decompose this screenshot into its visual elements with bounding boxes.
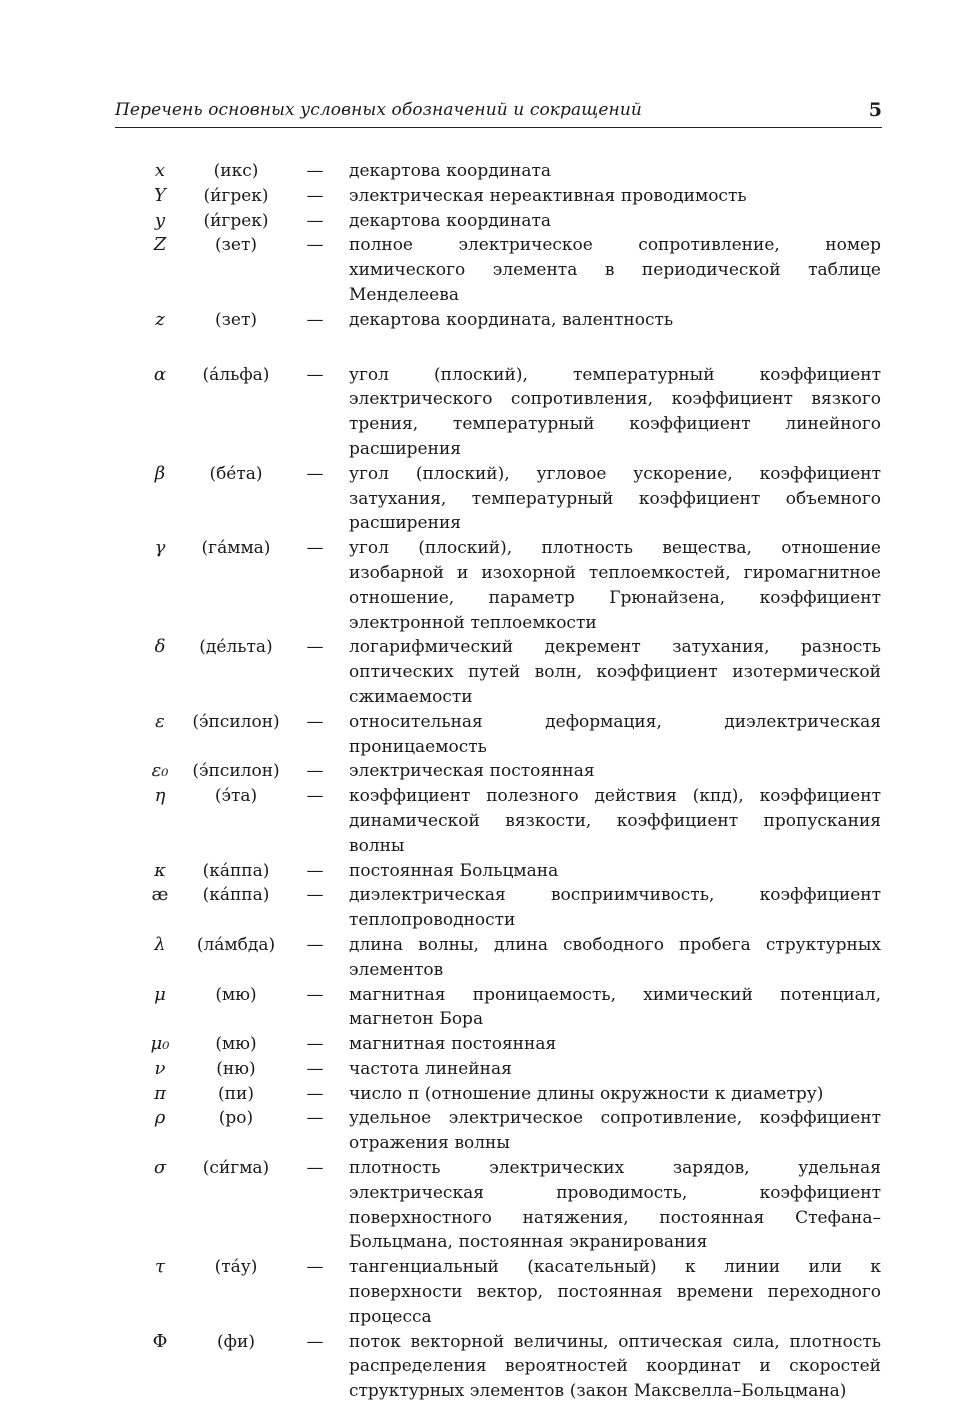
- symbol-name: (ню): [216, 1058, 256, 1079]
- symbol-description: длина волны, длина свободного пробега структурных элементов: [349, 934, 881, 980]
- list-item: [0, 1106, 976, 1156]
- symbol-description: коэффициент полезного действия (кпд), коэффициент динамической вязкости, коэффициент пропускания волны: [349, 786, 881, 856]
- symbol-name: (си́гма): [202, 1158, 270, 1179]
- em-dash: —: [306, 161, 324, 181]
- notation-symbol: z: [155, 308, 165, 330]
- em-dash: —: [306, 786, 324, 807]
- symbol-name: (га́мма): [201, 538, 271, 559]
- symbol-description: угол (плоский), плотность вещества, отношение изобарной и изохорной теплоемкостей, гиромагнитное отношение, параметр Грюнайзена, коэффициент электронной теплоемкости: [349, 538, 881, 633]
- notation-symbol: κ: [154, 859, 166, 881]
- symbol-name: (ка́ппа): [202, 860, 270, 881]
- symbol-name: (пи): [218, 1083, 254, 1104]
- list-item: [0, 462, 976, 536]
- em-dash: —: [306, 1331, 324, 1352]
- symbol-name: (бе́та): [209, 463, 263, 484]
- em-dash: —: [306, 538, 324, 559]
- symbol-name: (ка́ппа): [202, 885, 270, 906]
- em-dash: —: [306, 235, 324, 256]
- list-item: [0, 1255, 976, 1329]
- em-dash: —: [306, 1058, 324, 1079]
- symbol-name: (и́грек): [203, 185, 269, 206]
- symbol-name: (зет): [214, 235, 257, 256]
- symbol-description: число π (отношение длины окружности к диаметру): [349, 1083, 824, 1104]
- notation-symbol: ε₀: [151, 760, 169, 782]
- notation-symbol: Φ: [152, 1330, 168, 1352]
- symbol-name: (и́грек): [203, 210, 269, 231]
- notation-symbol: y: [154, 209, 166, 231]
- list-item: [0, 1032, 976, 1057]
- symbol-name: (ла́мбда): [196, 934, 276, 955]
- notation-symbol: x: [154, 160, 166, 181]
- notation-symbol: Z: [153, 234, 167, 256]
- symbol-name: (зет): [214, 309, 257, 330]
- symbol-name: (фи): [217, 1331, 255, 1352]
- symbol-description: магнитная проницаемость, химический потенциал, магнетон Бора: [349, 984, 881, 1030]
- list-item: [0, 784, 976, 858]
- list-item: [0, 363, 976, 462]
- em-dash: —: [306, 711, 324, 732]
- list-item: [0, 1057, 976, 1082]
- symbol-description: плотность электрических зарядов, удельная электрическая проводимость, коэффициент поверхностного натяжения, постоянная Стефана–Больцмана, постоянная экранирования: [349, 1158, 881, 1253]
- em-dash: —: [306, 185, 324, 206]
- em-dash: —: [306, 637, 324, 658]
- em-dash: —: [306, 364, 324, 385]
- symbol-name: (ро): [218, 1108, 254, 1129]
- list-item: [0, 536, 976, 635]
- em-dash: —: [306, 1083, 324, 1104]
- symbol-name: (мю): [215, 984, 257, 1005]
- running-header: [115, 100, 882, 128]
- list-item: [0, 1082, 976, 1107]
- list-item: [0, 859, 976, 884]
- notation-symbol: π: [154, 1082, 166, 1104]
- symbol-description: декартова координата, валентность: [349, 309, 674, 330]
- notation-symbol: ρ: [154, 1107, 166, 1129]
- notation-symbol: μ: [154, 983, 166, 1005]
- symbol-description: декартова координата: [349, 161, 552, 181]
- symbol-description: относительная деформация, диэлектрическая проницаемость: [349, 711, 881, 757]
- em-dash: —: [306, 309, 324, 330]
- list-item: [0, 759, 976, 784]
- notation-symbol: ν: [154, 1057, 166, 1079]
- em-dash: —: [306, 210, 324, 231]
- list-item: [0, 209, 976, 234]
- symbol-name: (э́та): [214, 786, 258, 807]
- symbol-description: декартова координата: [349, 210, 552, 231]
- notation-symbol: δ: [154, 636, 166, 658]
- symbol-name: (мю): [215, 1034, 257, 1055]
- em-dash: —: [306, 1158, 324, 1179]
- em-dash: —: [306, 1108, 324, 1129]
- notation-symbol: Y: [154, 184, 166, 206]
- running-title: Перечень основных условных обозначений и сокращений: [115, 100, 642, 120]
- notation-symbol: ε: [155, 710, 165, 732]
- em-dash: —: [306, 934, 324, 955]
- list-item: [0, 1330, 976, 1404]
- symbol-description: поток векторной величины, оптическая сила, плотность распределения вероятностей координат и скоростей структурных элементов (закон Максвелла–Больцмана): [349, 1331, 881, 1402]
- list-item: [0, 308, 976, 333]
- symbol-name: (э́псилон): [192, 711, 280, 732]
- page-number: 5: [868, 99, 882, 121]
- symbol-description: постоянная Больцмана: [349, 860, 559, 881]
- notation-symbol: λ: [154, 933, 166, 955]
- em-dash: —: [306, 1034, 324, 1055]
- list-item: [0, 983, 976, 1033]
- list-item: [0, 233, 976, 307]
- symbol-name: (э́псилон): [192, 761, 280, 782]
- em-dash: —: [306, 1257, 324, 1278]
- symbol-description: электрическая нереактивная проводимость: [349, 185, 747, 206]
- list-item: [0, 1156, 976, 1255]
- list-item: [0, 184, 976, 209]
- symbol-name: (а́льфа): [202, 364, 270, 385]
- em-dash: —: [306, 860, 324, 881]
- symbol-name: (икс): [213, 161, 259, 181]
- symbol-description: логарифмический декремент затухания, разность оптических путей волн, коэффициент изотермической сжимаемости: [349, 637, 881, 707]
- notation-symbol: σ: [153, 1157, 167, 1179]
- notation-list: [0, 159, 976, 1404]
- list-item: [0, 883, 976, 933]
- list-item: [0, 710, 976, 760]
- symbol-description: угол (плоский), угловое ускорение, коэффициент затухания, температурный коэффициент объемного расширения: [349, 463, 881, 534]
- symbol-name: (та́у): [214, 1257, 258, 1278]
- list-item: [0, 159, 976, 184]
- symbol-description: полное электрическое сопротивление, номер химического элемента в периодической таблице Менделеева: [349, 235, 881, 305]
- symbol-description: частота линейная: [349, 1058, 512, 1079]
- notation-symbol: β: [154, 462, 166, 484]
- notation-symbol: τ: [155, 1256, 165, 1278]
- notation-symbol: η: [154, 785, 166, 807]
- symbol-description: магнитная постоянная: [349, 1034, 557, 1055]
- symbol-description: диэлектрическая восприимчивость, коэффициент теплопроводности: [349, 885, 881, 931]
- em-dash: —: [306, 984, 324, 1005]
- symbol-description: угол (плоский), температурный коэффициент электрического сопротивления, коэффициент вязкого трения, температурный коэффициент линейного расширения: [349, 364, 881, 459]
- list-item: [0, 933, 976, 983]
- notation-symbol: γ: [154, 537, 166, 559]
- symbol-description: электрическая постоянная: [349, 761, 595, 782]
- notation-symbol: α: [153, 363, 167, 385]
- em-dash: —: [306, 885, 324, 906]
- symbol-name: (де́льта): [199, 637, 273, 658]
- notation-symbol: μ₀: [150, 1033, 170, 1055]
- em-dash: —: [306, 761, 324, 782]
- symbol-description: тангенциальный (касательный) к линии или к поверхности вектор, постоянная времени переходного процесса: [349, 1257, 881, 1327]
- em-dash: —: [306, 463, 324, 484]
- notation-symbol: æ: [151, 884, 169, 906]
- symbol-description: удельное электрическое сопротивление, коэффициент отражения волны: [349, 1108, 881, 1154]
- list-item: [0, 635, 976, 709]
